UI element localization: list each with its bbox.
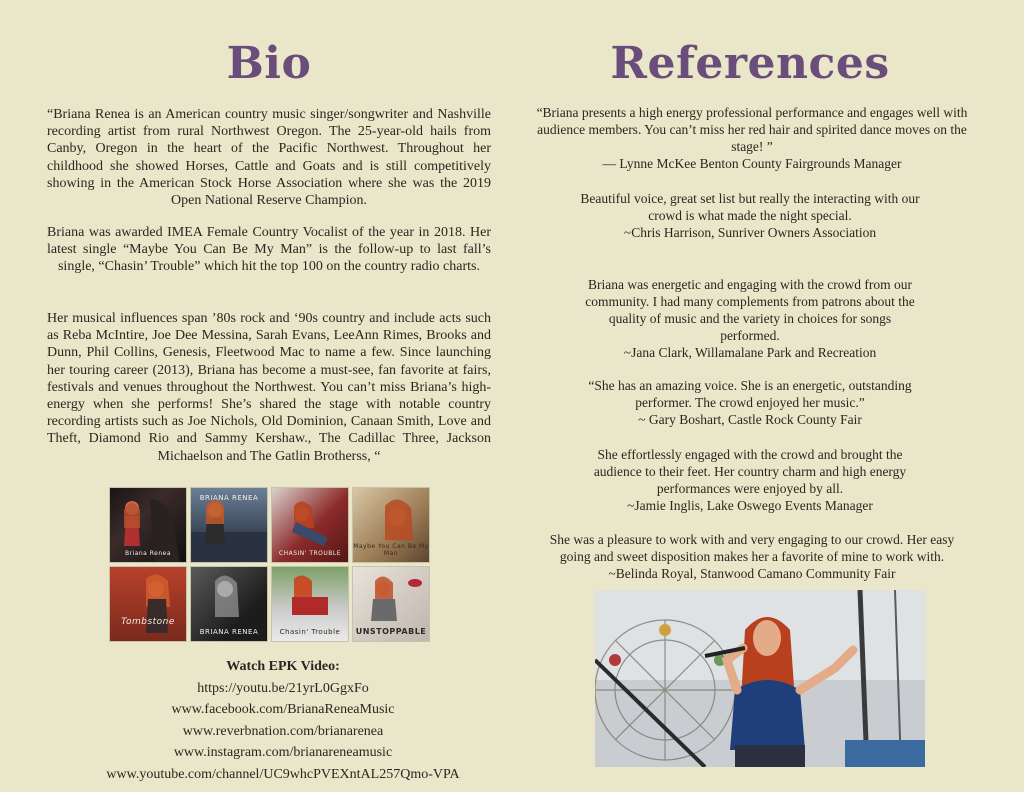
reference-item bbox=[570, 190, 930, 241]
reference-attribution: ~Jamie Inglis, Lake Oswego Events Manager bbox=[627, 498, 873, 513]
reference-attribution: — Lynne McKee Benton County Fairgrounds Manager bbox=[602, 156, 902, 171]
youtube-short-link[interactable]: https://youtu.be/21yrL0GgxFo bbox=[197, 680, 369, 696]
reference-attribution: ~Belinda Royal, Stanwood Camano Community Fair bbox=[608, 566, 896, 581]
album-cover bbox=[191, 488, 267, 562]
album-cover-title: UNSTOPPABLE bbox=[355, 627, 427, 636]
album-cover-title: Briana Renea bbox=[124, 550, 172, 557]
references-heading: References bbox=[610, 38, 890, 89]
album-cover bbox=[110, 567, 186, 641]
reference-quote: Beautiful voice, great set list but really the interacting with our crowd is what made the night special. bbox=[580, 191, 920, 223]
instagram-link[interactable]: www.instagram.com/brianareneamusic bbox=[173, 745, 393, 760]
album-cover-title: BRIANA RENEA bbox=[199, 628, 259, 636]
reference-attribution: ~Jana Clark, Willamalane Park and Recreation bbox=[623, 345, 877, 360]
reference-item bbox=[536, 531, 968, 582]
album-cover bbox=[353, 488, 429, 562]
epk-links bbox=[40, 656, 526, 785]
reference-quote: She was a pleasure to work with and very engaging to our crowd. Her easy going and sweet disposition makes her a favorite of mine to work with. bbox=[549, 532, 955, 564]
reference-quote: “Briana presents a high energy professional performance and engages well with audience members. You can’t miss her red hair and spirited dance moves on the stage! ” bbox=[536, 105, 968, 154]
album-cover-title: Tombstone bbox=[121, 617, 175, 627]
watch-epk-heading: Watch EPK Video: bbox=[226, 659, 340, 674]
bio-heading: Bio bbox=[226, 38, 312, 89]
album-cover-title: CHASIN' TROUBLE bbox=[278, 550, 342, 557]
reference-item bbox=[534, 104, 970, 172]
performance-photo bbox=[595, 590, 925, 767]
album-cover bbox=[272, 488, 348, 562]
album-cover bbox=[110, 488, 186, 562]
album-cover-title: Chasin' Trouble bbox=[279, 628, 341, 636]
reference-attribution: ~Chris Harrison, Sunriver Owners Association bbox=[623, 225, 877, 240]
reference-quote: Briana was energetic and engaging with the crowd from our community. I had many complements from patrons about the quality of music and the variety in choices for songs performed. bbox=[585, 277, 915, 343]
bio-paragraph-1: “Briana Renea is an American country music singer/songwriter and Nashville recording artist from rural Northwest Oregon. The 25-year-old hails from Canby, Oregon in the heart of the Pacific Northwest. Throughout her childhood she showed Horses, Cattle and Goats and is still competitively showing in the American Stock Horse Association where she was the 2019 Open National Reserve Champion. bbox=[47, 107, 491, 209]
bio-paragraph-2: Briana was awarded IMEA Female Country Vocalist of the year in 2018. Her latest single “Maybe You Can Be My Man” is the follow-up to last fall’s single, “Chasin’ Trouble” which hit the top 100 on the country radio charts. bbox=[47, 225, 491, 275]
album-cover-title: BRIANA RENEA bbox=[199, 494, 259, 502]
reference-quote: “She has an amazing voice. She is an energetic, outstanding performer. The crowd enjoyed her music.” bbox=[588, 378, 912, 410]
reference-attribution: ~ Gary Boshart, Castle Rock County Fair bbox=[638, 412, 862, 427]
reference-item bbox=[585, 446, 915, 514]
bio-paragraph-3: Her musical influences span ’80s rock and ‘90s country and include acts such as Reba McIntire, Joe Dee Messina, Sarah Evans, LeeAnn Rimes, Brooks and Dunn, Phil Collins, Genesis, Fleetwood Mac to name a few. Since launching her touring career (2013), Briana has become a must-see, fan favorite at fairs, festivals and venues throughout the Northwest. You can’t miss Briana’s high-energy when she performs! She’s shared the stage with notable country recording artists such as Joe Nichols, Old Dominion, Canaan Smith, Love and Theft, Diamond Rio and Sammy Kershaw., The Cadillac Three, Jackson Michaelson and The Gatlin Brotherss, “ bbox=[47, 311, 491, 464]
album-cover bbox=[191, 567, 267, 641]
reference-item bbox=[580, 377, 920, 428]
reference-quote: She effortlessly engaged with the crowd and brought the audience to their feet. Her country charm and high energy performances were enjoyed by all. bbox=[593, 447, 907, 496]
facebook-link[interactable]: www.facebook.com/BrianaReneaMusic bbox=[171, 702, 395, 717]
album-cover-title: Maybe You Can Be My Man bbox=[353, 543, 429, 557]
reference-item bbox=[580, 276, 920, 361]
album-cover bbox=[272, 567, 348, 641]
youtube-channel-link[interactable]: www.youtube.com/channel/UC9whcPVEXntAL257Qmo-VPA bbox=[106, 766, 460, 782]
reverbnation-link[interactable]: www.reverbnation.com/brianarenea bbox=[182, 723, 384, 739]
album-cover bbox=[353, 567, 429, 641]
